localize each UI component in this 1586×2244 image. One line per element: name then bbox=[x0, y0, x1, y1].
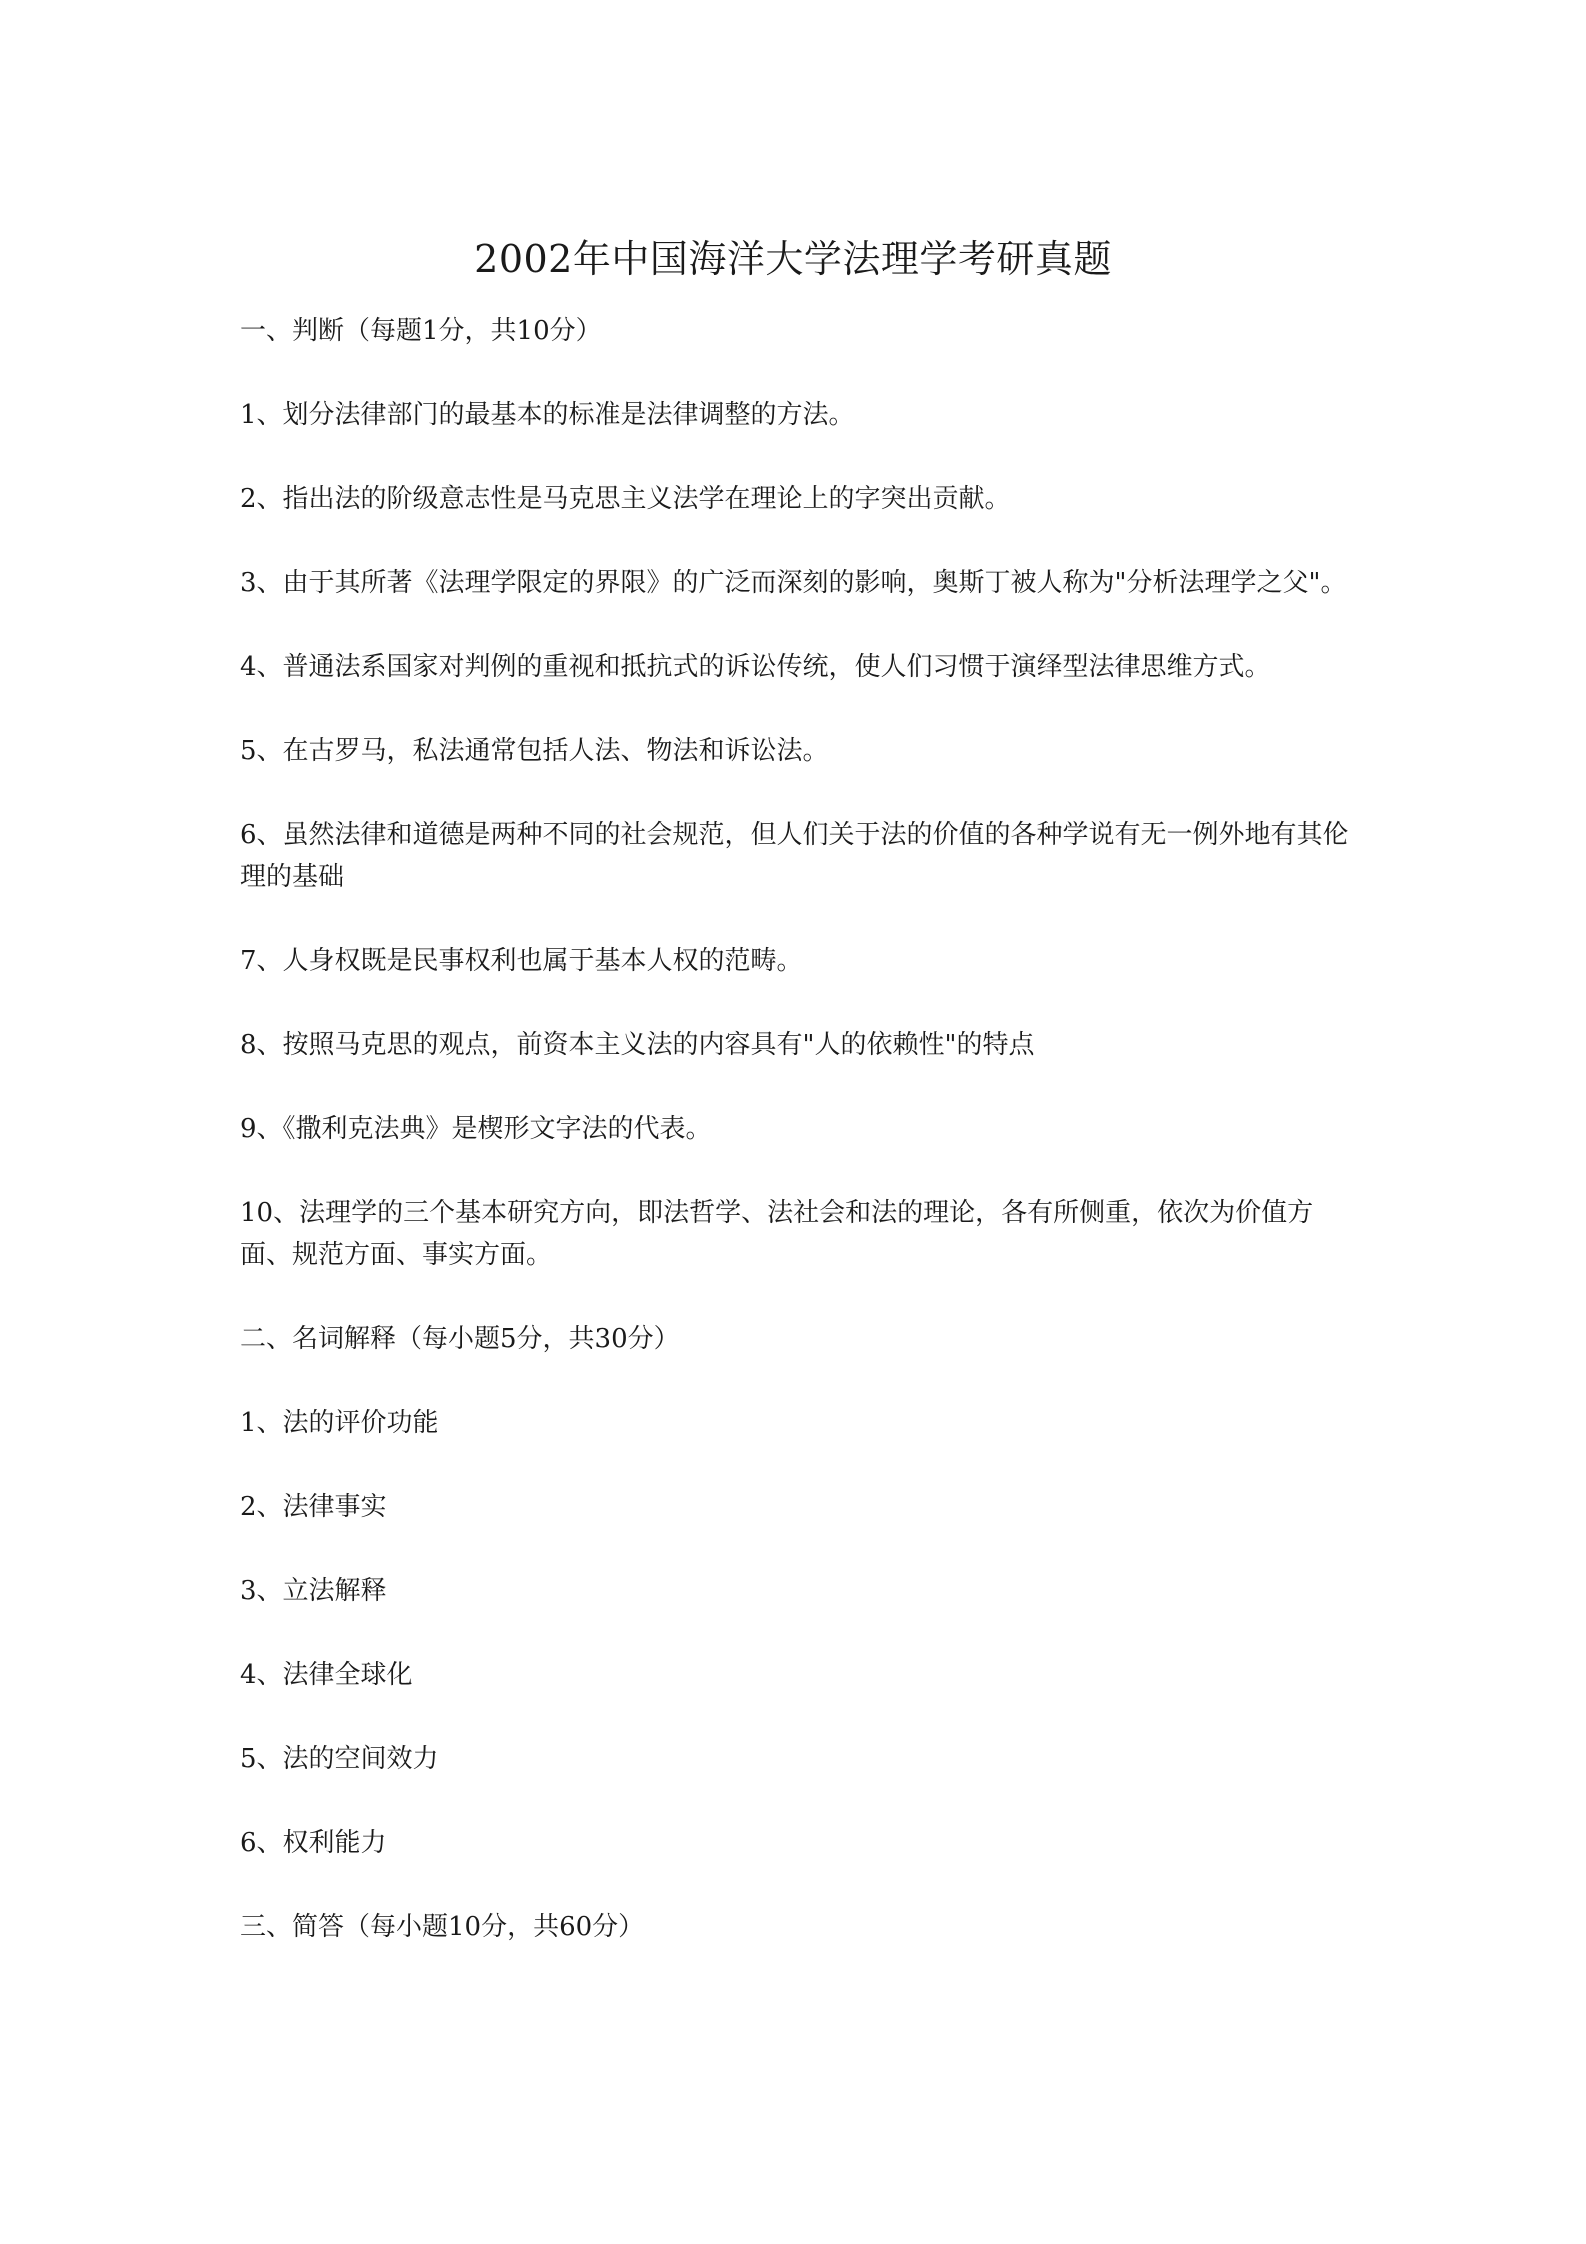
page-title: 2002年中国海洋大学法理学考研真题 bbox=[474, 237, 1112, 282]
question-item: 3、由于其所著《法理学限定的界限》的广泛而深刻的影响，奥斯丁被人称为"分析法理学之父"。 bbox=[240, 568, 1347, 598]
question-item: 10、法理学的三个基本研究方向，即法哲学、法社会和法的理论，各有所侧重，依次为价值方面、规范方面、事实方面。 bbox=[240, 1198, 1314, 1270]
term-item: 1、法的评价功能 bbox=[240, 1408, 439, 1438]
question-item: 5、在古罗马，私法通常包括人法、物法和诉讼法。 bbox=[240, 736, 829, 766]
question-item: 8、按照马克思的观点，前资本主义法的内容具有"人的依赖性"的特点 bbox=[240, 1030, 1035, 1060]
term-item: 6、权利能力 bbox=[240, 1828, 387, 1858]
question-item: 7、人身权既是民事权利也属于基本人权的范畴。 bbox=[240, 946, 803, 976]
term-item: 2、法律事实 bbox=[240, 1492, 387, 1522]
section-heading-short-answer: 三、简答（每小题10分，共60分） bbox=[240, 1912, 645, 1942]
question-item: 1、划分法律部门的最基本的标准是法律调整的方法。 bbox=[240, 400, 855, 430]
term-item: 4、法律全球化 bbox=[240, 1660, 413, 1690]
question-item: 9、《撒利克法典》是楔形文字法的代表。 bbox=[240, 1114, 712, 1144]
term-item: 5、法的空间效力 bbox=[240, 1744, 439, 1774]
question-item: 2、指出法的阶级意志性是马克思主义法学在理论上的字突出贡献。 bbox=[240, 484, 1011, 514]
document-body bbox=[240, 310, 1360, 1990]
question-item: 4、普通法系国家对判例的重视和抵抗式的诉讼传统，使人们习惯于演绎型法律思维方式。 bbox=[240, 652, 1271, 682]
section-heading-terms: 二、名词解释（每小题5分，共30分） bbox=[240, 1324, 680, 1354]
question-item: 6、虽然法律和道德是两种不同的社会规范，但人们关于法的价值的各种学说有无一例外地有其伦理的基础 bbox=[240, 820, 1349, 892]
section-heading-judgment: 一、判断（每题1分，共10分） bbox=[240, 316, 602, 346]
term-item: 3、立法解释 bbox=[240, 1576, 387, 1606]
